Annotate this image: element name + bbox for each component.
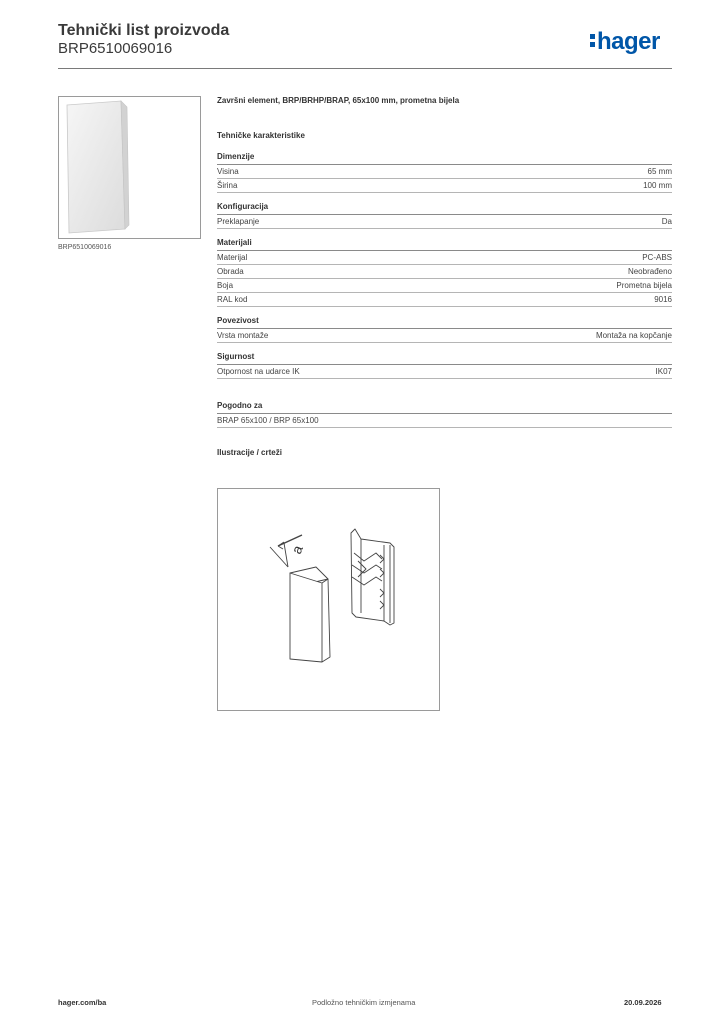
illustration-frame <box>217 488 440 711</box>
spec-value: 100 mm <box>643 181 672 190</box>
logo-text: hager <box>597 28 660 55</box>
spec-row <box>217 414 672 428</box>
spec-label: RAL kod <box>217 295 248 304</box>
footer-notice: Podložno tehničkim izmjenama <box>312 998 416 1007</box>
section-title: Povezivost <box>217 316 672 329</box>
section-connectivity <box>217 316 672 343</box>
section-title: Pogodno za <box>217 401 672 414</box>
spec-value: Da <box>661 217 672 226</box>
spec-value: Prometna bijela <box>616 281 672 290</box>
spec-row <box>217 215 672 229</box>
logo-colon-icon <box>590 34 595 50</box>
spec-label: Materijal <box>217 253 248 262</box>
compatible-value: BRAP 65x100 / BRP 65x100 <box>217 416 319 425</box>
spec-label: Širina <box>217 181 238 190</box>
document-title: Tehnički list proizvoda <box>58 22 230 39</box>
spec-value: Neobrađeno <box>627 267 672 276</box>
product-description: Završni element, BRP/BRHP/BRAP, 65x100 mm, prometna bijela <box>217 96 460 105</box>
section-title: Materijali <box>217 238 672 251</box>
product-code: BRP6510069016 <box>58 40 173 57</box>
spec-value: 65 mm <box>647 167 672 176</box>
spec-value: PC-ABS <box>642 253 672 262</box>
section-dimensions <box>217 152 672 193</box>
section-safety <box>217 352 672 379</box>
spec-row <box>217 251 672 265</box>
spec-row <box>217 265 672 279</box>
section-configuration <box>217 202 672 229</box>
spec-label: Visina <box>217 167 239 176</box>
section-title: Sigurnost <box>217 352 672 365</box>
spec-heading: Tehničke karakteristike <box>217 131 305 140</box>
spec-label: Obrada <box>217 267 244 276</box>
spec-label: Boja <box>217 281 234 290</box>
section-title: Konfiguracija <box>217 202 672 215</box>
spec-row <box>217 179 672 193</box>
spec-value: Montaža na kopčanje <box>595 331 672 340</box>
spec-row <box>217 293 672 307</box>
footer-website: hager.com/ba <box>58 998 107 1007</box>
spec-value: 9016 <box>654 295 672 304</box>
footer-date: 20.09.2026 <box>624 998 662 1007</box>
thumbnail-caption: BRP6510069016 <box>58 244 112 251</box>
hager-logo <box>590 28 660 56</box>
spec-label: Otpornost na udarce IK <box>217 367 300 376</box>
section-compatible <box>217 401 672 428</box>
product-thumbnail <box>58 96 201 239</box>
illustrations-title: Ilustracije / crteži <box>217 448 282 457</box>
dimension-a-label: a <box>288 542 306 557</box>
spec-content <box>217 96 672 460</box>
spec-row <box>217 279 672 293</box>
spec-row <box>217 329 672 343</box>
spec-label: Vrsta montaže <box>217 331 269 340</box>
section-title: Dimenzije <box>217 152 672 165</box>
spec-row <box>217 365 672 379</box>
spec-row <box>217 165 672 179</box>
spec-value: IK07 <box>655 367 672 376</box>
spec-label: Preklapanje <box>217 217 260 226</box>
section-materials <box>217 238 672 307</box>
header-divider <box>58 68 672 69</box>
end-cap-drawing-icon <box>218 489 439 710</box>
end-cap-thumbnail-icon <box>59 97 200 238</box>
